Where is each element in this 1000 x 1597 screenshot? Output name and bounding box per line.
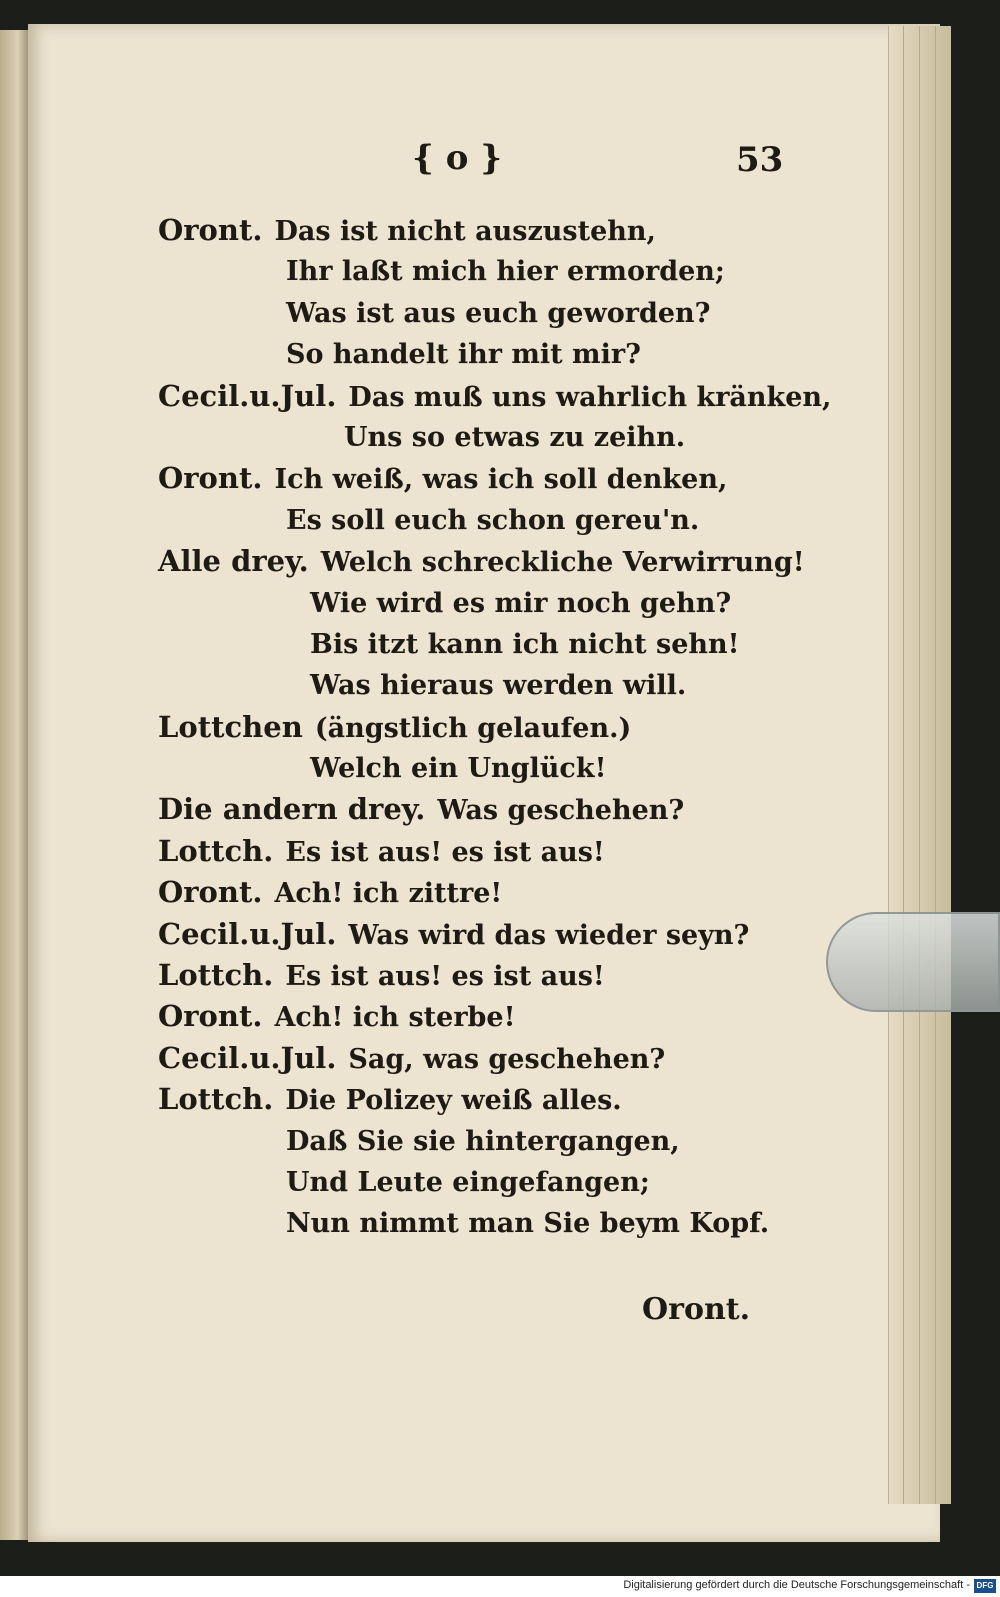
- page-number: 53: [736, 140, 784, 180]
- verse-line: [158, 624, 838, 665]
- line-text: Was wird das wieder seyn?: [348, 919, 750, 951]
- header-ornament: { o }: [412, 138, 503, 178]
- footer-credit: Digitalisierung gefördert durch die Deutsche Forschungsgemeinschaft -: [623, 1579, 970, 1591]
- verse-text: [158, 210, 838, 1245]
- line-text: Es ist aus! es ist aus!: [285, 836, 605, 868]
- line-text: Was geschehen?: [437, 795, 685, 827]
- speaker-name: Oront.: [158, 875, 263, 910]
- line-text: Es ist aus! es ist aus!: [285, 961, 605, 993]
- line-text: Das ist nicht auszustehn,: [274, 216, 656, 247]
- line-text: Bis itzt kann ich nicht sehn!: [310, 628, 740, 660]
- verse-line: [158, 955, 838, 996]
- speaker-name: Alle drey.: [158, 544, 309, 579]
- line-text: Was hieraus werden will.: [310, 670, 687, 702]
- speaker-name: Oront.: [158, 213, 263, 247]
- line-text: Daß Sie sie hintergangen,: [286, 1125, 680, 1157]
- speaker-name: Cecil.u.Jul.: [158, 378, 337, 413]
- dfg-logo: DFG: [974, 1579, 996, 1593]
- verse-line: [158, 293, 838, 334]
- verse-line: [158, 1162, 838, 1203]
- line-text: Es soll euch schon gereu'n.: [286, 504, 700, 536]
- speaker-name: Lottch.: [158, 833, 274, 868]
- speaker-name: Lottchen: [158, 709, 303, 744]
- line-text: Ach! ich sterbe!: [274, 1002, 516, 1034]
- verse-line: [158, 748, 838, 789]
- verse-line: [158, 831, 838, 872]
- verse-line: [158, 417, 838, 458]
- verse-line: [158, 583, 838, 624]
- speaker-name: Die andern drey.: [158, 792, 426, 827]
- footer-bar: [0, 1576, 1000, 1597]
- verse-line: [158, 251, 838, 292]
- verse-line: [158, 541, 838, 582]
- line-text: Sag, was geschehen?: [348, 1043, 666, 1075]
- line-text: Uns so etwas zu zeihn.: [344, 421, 686, 453]
- speaker-name: Lottch.: [158, 958, 274, 993]
- speaker-name: Cecil.u.Jul.: [158, 1040, 337, 1075]
- line-text: Ich weiß, was ich soll denken,: [274, 464, 728, 496]
- verse-line: [158, 376, 838, 417]
- verse-line: [158, 872, 838, 913]
- speaker-name: Cecil.u.Jul.: [158, 916, 337, 951]
- verse-line: [158, 210, 838, 251]
- verse-line: [158, 665, 838, 706]
- verse-line: [158, 500, 838, 541]
- line-text: Welch ein Unglück!: [310, 753, 607, 785]
- verse-line: [158, 334, 838, 375]
- line-text: Und Leute eingefangen;: [286, 1166, 650, 1198]
- verse-line: [158, 789, 838, 830]
- line-text: (ängstlich gelaufen.): [314, 712, 632, 744]
- verse-line: [158, 707, 838, 748]
- line-text: Ach! ich zittre!: [274, 878, 503, 910]
- catchword: Oront.: [642, 1292, 751, 1327]
- line-text: Wie wird es mir noch gehn?: [310, 587, 732, 619]
- line-text: Ihr laßt mich hier ermorden;: [286, 256, 725, 288]
- line-text: Welch schreckliche Verwirrung!: [320, 547, 805, 579]
- verse-line: [158, 1038, 838, 1079]
- page-stack-edge: [888, 26, 951, 1504]
- line-text: So handelt ihr mit mir?: [286, 339, 641, 371]
- line-text: Was ist aus euch geworden?: [286, 297, 711, 329]
- verse-line: [158, 1203, 838, 1244]
- glass-page-clip: [826, 912, 1000, 1012]
- line-text: Die Polizey weiß alles.: [285, 1085, 622, 1117]
- verse-line: [158, 914, 838, 955]
- speaker-name: Oront.: [158, 461, 263, 496]
- verse-line: [158, 1121, 838, 1162]
- speaker-name: Lottch.: [158, 1082, 274, 1117]
- verse-line: [158, 458, 838, 499]
- verse-line: [158, 1079, 838, 1120]
- speaker-name: Oront.: [158, 999, 263, 1034]
- line-text: Das muß uns wahrlich kränken,: [348, 381, 832, 413]
- line-text: Nun nimmt man Sie beym Kopf.: [286, 1208, 770, 1240]
- verse-line: [158, 996, 838, 1037]
